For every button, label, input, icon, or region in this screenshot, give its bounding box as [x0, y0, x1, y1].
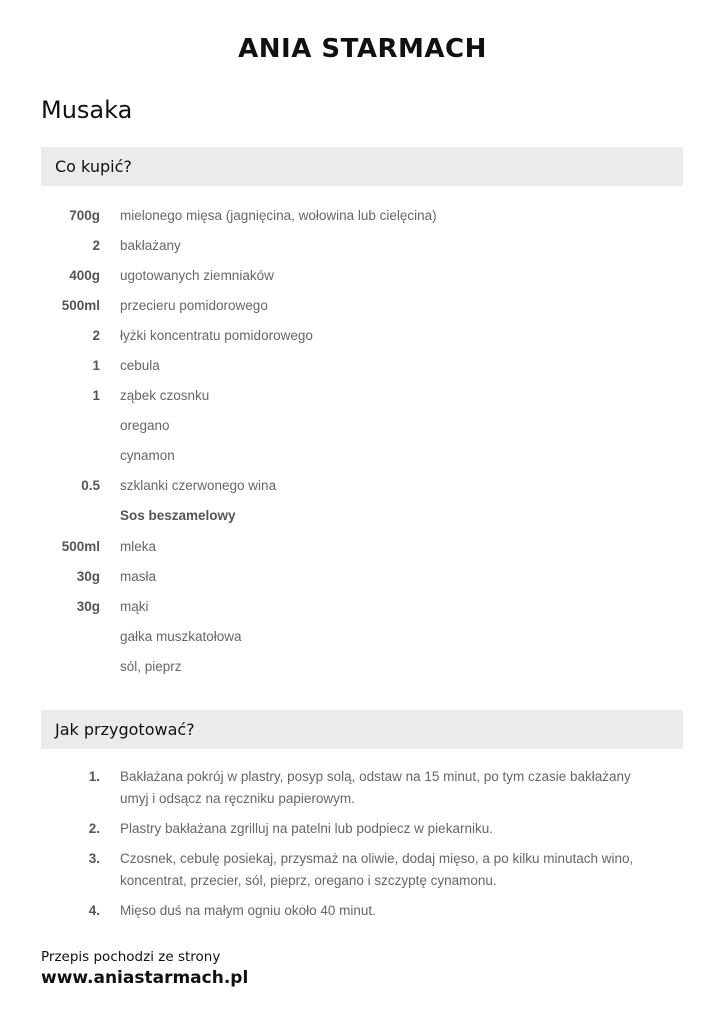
step-item — [41, 766, 661, 810]
ingredient-row — [41, 350, 683, 380]
recipe-title: Musaka — [41, 96, 133, 124]
step-number: 1. — [88, 769, 100, 784]
ingredient-name: bakłażany — [120, 237, 181, 253]
step-text: Mięso duś na małym ogniu około 40 minut. — [120, 903, 376, 918]
steps-list — [41, 766, 661, 930]
ingredient-quantity: 400g — [69, 267, 100, 283]
step-item — [41, 848, 661, 892]
ingredient-name: masła — [120, 568, 157, 584]
step-number: 3. — [88, 851, 100, 866]
ingredient-name: oregano — [120, 418, 170, 434]
ingredient-quantity: 30g — [76, 598, 100, 614]
ingredient-row — [41, 651, 683, 681]
footer — [41, 949, 248, 988]
ingredient-subheading-row — [41, 501, 683, 531]
section-header-shopping: Co kupić? — [41, 147, 683, 186]
footer-source-label: Przepis pochodzi ze strony — [41, 949, 221, 965]
ingredient-row — [41, 591, 683, 621]
ingredient-row — [41, 441, 683, 471]
ingredient-row — [41, 200, 683, 230]
ingredient-name: ząbek czosnku — [120, 388, 210, 404]
ingredient-quantity: 1 — [92, 388, 100, 404]
ingredient-name: łyżki koncentratu pomidorowego — [120, 327, 313, 343]
ingredient-row — [41, 621, 683, 651]
ingredient-quantity: 30g — [76, 568, 100, 584]
footer-website-link[interactable]: www.aniastarmach.pl — [41, 968, 249, 988]
step-text: Bakłażana pokrój w plastry, posyp solą, odstaw na 15 minut, po tym czasie bakłażany umyj i odsącz na ręczniku papierowym. — [120, 769, 631, 806]
step-number: 4. — [88, 903, 100, 918]
brand-logo-text: ANIA STARMACH — [238, 34, 487, 64]
ingredient-quantity: 2 — [92, 237, 100, 253]
ingredient-row — [41, 260, 683, 290]
ingredient-name: ugotowanych ziemniaków — [120, 267, 274, 283]
section-header-preparation: Jak przygotować? — [41, 710, 683, 749]
ingredients-list — [41, 200, 683, 682]
ingredient-name: cynamon — [120, 448, 175, 464]
ingredient-name: gałka muszkatołowa — [120, 628, 242, 644]
ingredient-name: sól, pieprz — [120, 658, 182, 674]
ingredient-name: mleka — [120, 538, 157, 554]
ingredient-subheading: Sos beszamelowy — [120, 508, 236, 524]
step-text: Czosnek, cebulę posiekaj, przysmaż na oliwie, dodaj mięso, a po kilku minutach wino, koncentrat, przecier, sól, pieprz, oregano i szczyptę cynamonu. — [120, 851, 634, 888]
ingredient-row — [41, 531, 683, 561]
ingredient-quantity: 700g — [69, 207, 100, 223]
ingredient-quantity: 500ml — [61, 297, 100, 313]
ingredient-row — [41, 320, 683, 350]
ingredient-name: szklanki czerwonego wina — [120, 478, 277, 494]
ingredient-quantity: 2 — [92, 327, 100, 343]
step-item — [41, 818, 661, 840]
ingredient-name: przecieru pomidorowego — [120, 297, 268, 313]
ingredient-quantity: 0.5 — [81, 478, 100, 494]
ingredient-quantity: 1 — [92, 358, 100, 374]
ingredient-row — [41, 230, 683, 260]
step-text: Plastry bakłażana zgrilluj na patelni lub podpiecz w piekarniku. — [120, 821, 493, 836]
ingredient-row — [41, 381, 683, 411]
ingredient-name: mielonego mięsa (jagnięcina, wołowina lub cielęcina) — [120, 207, 437, 223]
step-item — [41, 900, 661, 922]
ingredient-row — [41, 411, 683, 441]
ingredient-quantity: 500ml — [61, 538, 100, 554]
ingredient-name: mąki — [120, 598, 149, 614]
ingredient-row — [41, 561, 683, 591]
step-number: 2. — [88, 821, 100, 836]
ingredient-row — [41, 290, 683, 320]
ingredient-row — [41, 471, 683, 501]
ingredient-name: cebula — [120, 358, 160, 374]
